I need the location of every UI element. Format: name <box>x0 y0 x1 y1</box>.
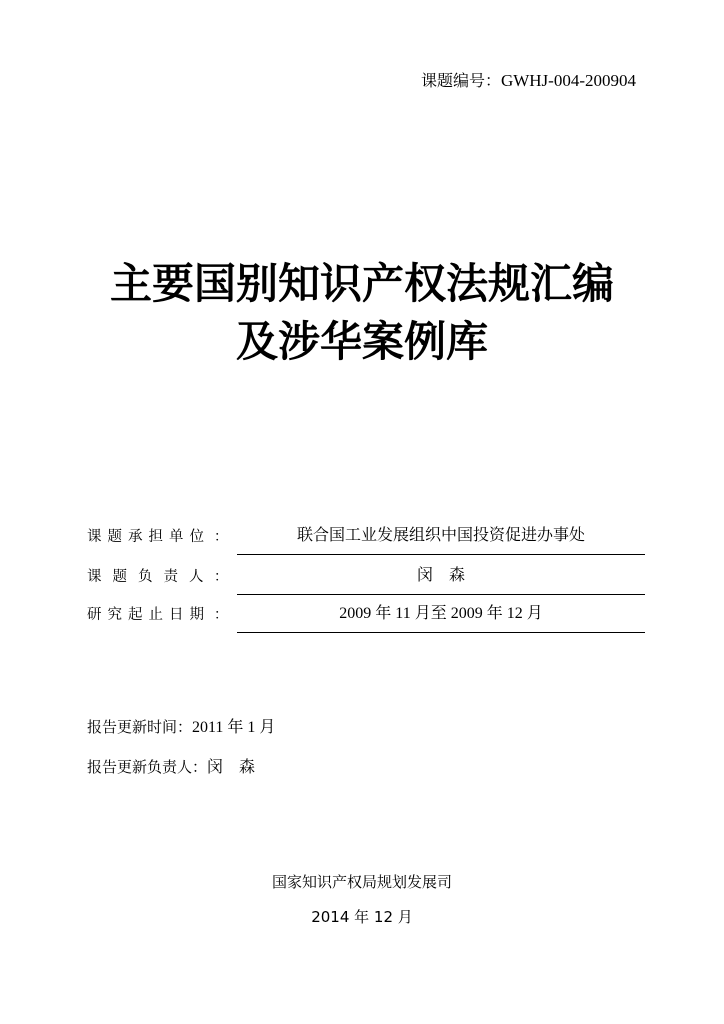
info-row-undertaker <box>87 521 645 555</box>
update-time <box>87 717 275 738</box>
undertaker-colon: ： <box>214 529 228 545</box>
period-colon: ： <box>214 607 228 623</box>
info-row-period <box>87 599 645 633</box>
undertaker-value: 联合国工业发展组织中国投资促进办事处 <box>296 527 585 544</box>
info-row-leader <box>87 561 645 595</box>
leader-underline <box>237 594 645 595</box>
undertaker-label: 课题承担单位 <box>87 529 210 545</box>
leader-label: 课题负责人 <box>87 569 215 585</box>
project-number-label: 课题编号： <box>420 71 501 90</box>
leader-value: 闵 森 <box>416 567 465 584</box>
project-number <box>421 71 636 91</box>
period-label: 研究起止日期 <box>87 607 210 623</box>
update-person-label: 报告更新负责人： <box>87 758 208 776</box>
period-underline <box>237 632 645 633</box>
footer-date: 2014 年 12 月 <box>311 908 413 926</box>
leader-colon: ： <box>214 569 228 585</box>
update-time-value: 2011 年 1 月 <box>192 719 276 736</box>
project-number-value: GWHJ-004-200904 <box>500 71 636 90</box>
update-person <box>87 757 255 778</box>
document-title-line2: 及涉华案例库 <box>235 317 488 366</box>
update-person-value: 闵 森 <box>207 759 256 776</box>
undertaker-underline <box>237 554 645 555</box>
document-title-line1: 主要国别知识产权法规汇编 <box>109 259 614 308</box>
footer-organization: 国家知识产权局规划发展司 <box>271 873 452 891</box>
update-time-label: 报告更新时间： <box>87 718 193 736</box>
period-value: 2009 年 11 月至 2009 年 12 月 <box>339 605 543 622</box>
